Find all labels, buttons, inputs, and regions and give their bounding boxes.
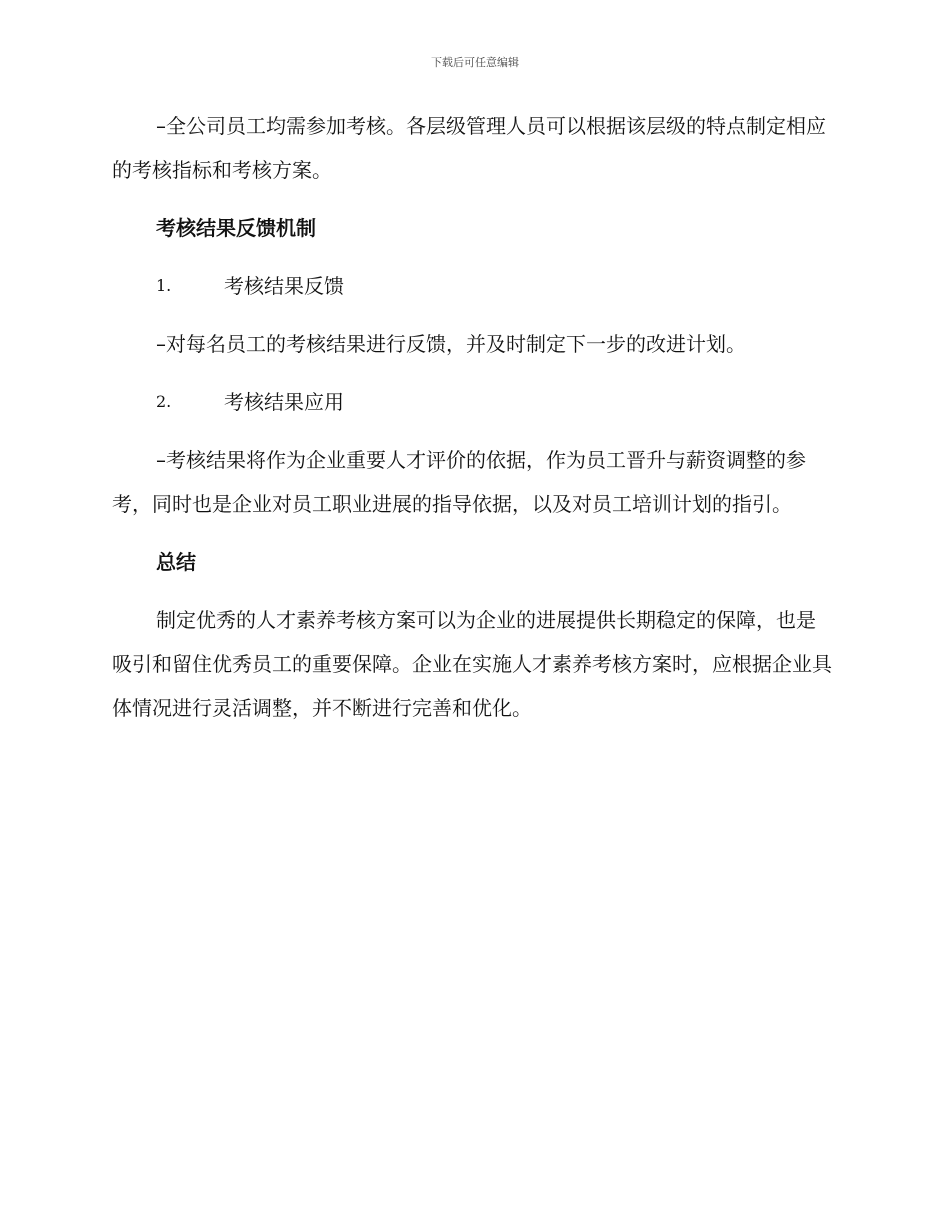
document-body: [112, 104, 832, 730]
list-item-2: [112, 380, 832, 424]
summary-paragraph: 制定优秀的人才素养考核方案可以为企业的进展提供长期稳定的保障，也是吸引和留住优秀员工的重要保障。企业在实施人才素养考核方案时，应根据企业具体情况进行灵活调整，并不断进行完善和优化。: [112, 608, 832, 720]
list-item-number: 1.: [156, 276, 172, 295]
list-item-detail: –对每名员工的考核结果进行反馈，并及时制定下一步的改进计划。: [156, 332, 746, 356]
intro-paragraph: –全公司员工均需参加考核。各层级管理人员可以根据该层级的特点制定相应的考核指标和考核方案。: [112, 114, 826, 182]
section-heading-summary: 总结: [156, 550, 196, 574]
page-header-note: 下载后可任意编辑: [431, 56, 519, 69]
list-item-title: 考核结果反馈: [224, 274, 344, 298]
section-heading-feedback: 考核结果反馈机制: [156, 216, 316, 240]
list-item-detail: –考核结果将作为企业重要人才评价的依据，作为员工晋升与薪资调整的参考，同时也是企业对员工职业进展的指导依据，以及对员工培训计划的指引。: [112, 448, 806, 516]
list-item-number: 2.: [156, 392, 172, 411]
list-item-1: [112, 264, 832, 308]
list-item-title: 考核结果应用: [224, 390, 344, 414]
